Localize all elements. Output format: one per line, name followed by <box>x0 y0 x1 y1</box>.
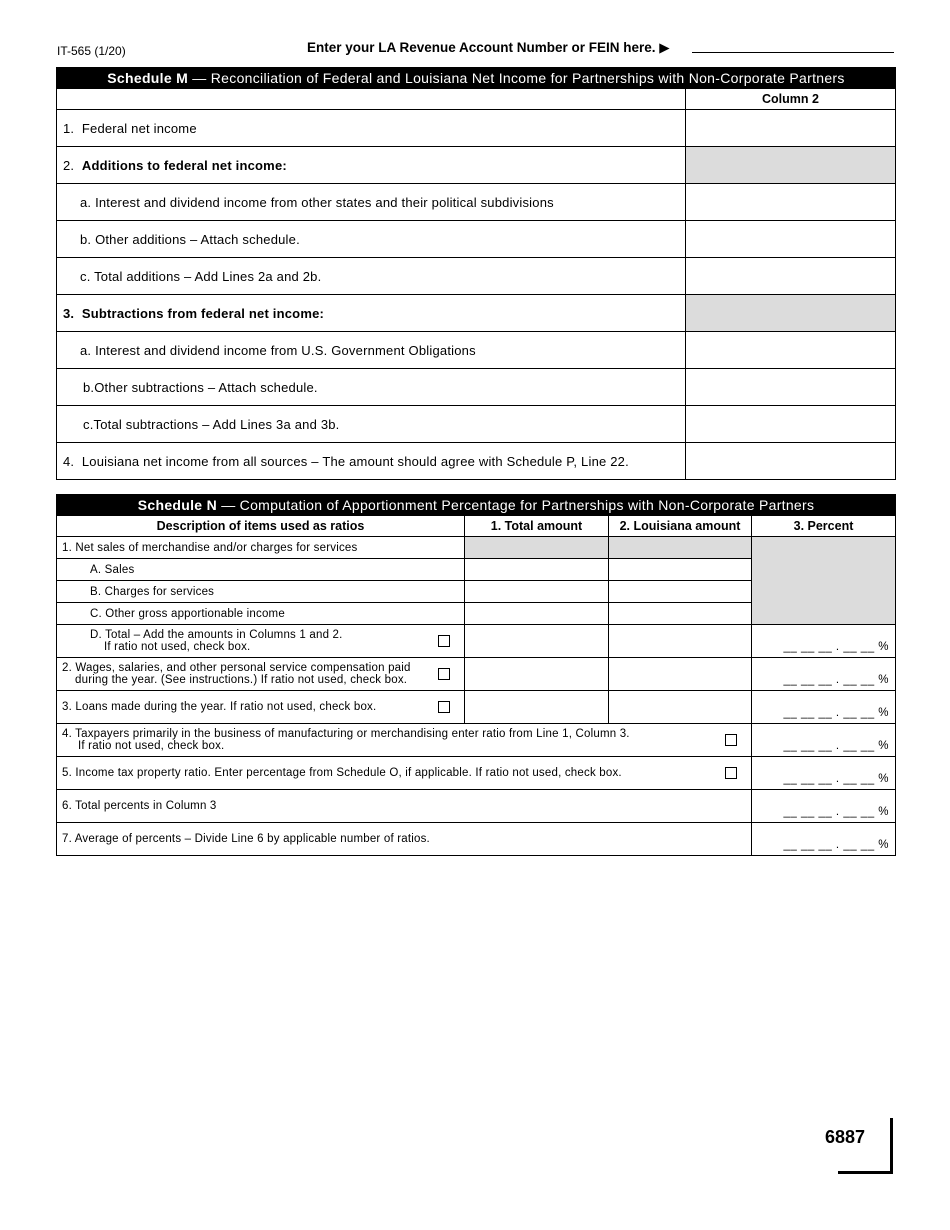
line-3-percent-field[interactable]: __ __ __ . __ __ % <box>752 691 896 724</box>
schedule-m-line-3: 3. Subtractions from federal net income: <box>57 295 896 332</box>
shaded-cell <box>686 295 896 332</box>
schedule-n-line-2: 2. Wages, salaries, and other personal service compensation paid during the year. (See instructions.) If ratio not used, check box. __ __ __ . __ __ % <box>57 658 896 691</box>
schedule-m-line-3c: c.Total subtractions – Add Lines 3a and 3b. <box>57 406 896 443</box>
line-2-louisiana-field[interactable] <box>609 658 752 691</box>
line-1d-louisiana-field[interactable] <box>609 625 752 658</box>
column-2-header: Column 2 <box>686 89 896 110</box>
column-header-description: Description of items used as ratios <box>57 516 465 537</box>
schedule-n-line-3: 3. Loans made during the year. If ratio not used, check box. __ __ __ . __ __ % <box>57 691 896 724</box>
fein-input-line[interactable] <box>692 52 894 53</box>
ratio-not-used-checkbox[interactable] <box>438 635 450 647</box>
schedule-n-table <box>56 494 896 856</box>
line-4-percent-field[interactable]: __ __ __ . __ __ % <box>752 724 896 757</box>
schedule-n-line-1d: D. Total – Add the amounts in Columns 1 and 2. If ratio not used, check box. __ __ __ . __ __ % <box>57 625 896 658</box>
line-1d-percent-field[interactable]: __ __ __ . __ __ % <box>752 625 896 658</box>
schedule-m-line-2: 2. Additions to federal net income: <box>57 147 896 184</box>
line-3c-amount-field[interactable] <box>686 406 896 443</box>
column-header-percent: 3. Percent <box>752 516 896 537</box>
corner-mark <box>890 1118 893 1174</box>
line-7-percent-field[interactable]: __ __ __ . __ __ % <box>752 823 896 856</box>
shaded-cell <box>465 537 609 559</box>
shaded-cell <box>609 537 752 559</box>
ratio-not-used-checkbox[interactable] <box>725 734 737 746</box>
schedule-n-title: Schedule N — Computation of Apportionment Percentage for Partnerships with Non-Corporate Partners <box>57 495 896 516</box>
line-3a-amount-field[interactable] <box>686 332 896 369</box>
schedule-m-line-2b: b. Other additions – Attach schedule. <box>57 221 896 258</box>
page-number: 6887 <box>825 1127 866 1147</box>
schedule-m-table <box>56 67 896 480</box>
schedule-n-line-7: 7. Average of percents – Divide Line 6 by applicable number of ratios. __ __ __ . __ __ % <box>57 823 896 856</box>
line-5-percent-field[interactable]: __ __ __ . __ __ % <box>752 757 896 790</box>
schedule-n-line-1a: A. Sales <box>57 559 896 581</box>
line-1c-louisiana-field[interactable] <box>609 603 752 625</box>
schedule-n-line-6: 6. Total percents in Column 3 __ __ __ . __ __ % <box>57 790 896 823</box>
line-1b-total-field[interactable] <box>465 581 609 603</box>
schedule-m-line-4: 4. Louisiana net income from all sources – The amount should agree with Schedule P, Line 22. <box>57 443 896 480</box>
schedule-n-line-1b: B. Charges for services <box>57 581 896 603</box>
corner-mark <box>838 1171 893 1174</box>
schedule-m-line-2a: a. Interest and dividend income from other states and their political subdivisions <box>57 184 896 221</box>
schedule-m-line-3a: a. Interest and dividend income from U.S. Government Obligations <box>57 332 896 369</box>
line-2a-amount-field[interactable] <box>686 184 896 221</box>
schedule-m-line-2c: c. Total additions – Add Lines 2a and 2b. <box>57 258 896 295</box>
schedule-m-title: Schedule M — Reconciliation of Federal and Louisiana Net Income for Partnerships with Non-Corporate Partners <box>57 68 896 89</box>
line-1a-total-field[interactable] <box>465 559 609 581</box>
schedule-m-line-3b: b.Other subtractions – Attach schedule. <box>57 369 896 406</box>
line-2-percent-field[interactable]: __ __ __ . __ __ % <box>752 658 896 691</box>
schedule-n-line-5: 5. Income tax property ratio. Enter percentage from Schedule O, if applicable. If ratio not used, check box. __ __ __ . __ __ % <box>57 757 896 790</box>
line-2-total-field[interactable] <box>465 658 609 691</box>
line-1b-louisiana-field[interactable] <box>609 581 752 603</box>
line-2b-amount-field[interactable] <box>686 221 896 258</box>
ratio-not-used-checkbox[interactable] <box>438 668 450 680</box>
line-3b-amount-field[interactable] <box>686 369 896 406</box>
form-id: IT-565 (1/20) <box>57 44 126 58</box>
schedule-n-line-4: 4. Taxpayers primarily in the business of manufacturing or merchandising enter ratio from Line 1, Column 3. If ratio not used, check box. __ __ __ . __ __ % <box>57 724 896 757</box>
column-header-total: 1. Total amount <box>465 516 609 537</box>
line-2c-amount-field[interactable] <box>686 258 896 295</box>
column-header-louisiana: 2. Louisiana amount <box>609 516 752 537</box>
schedule-n-line-1: 1. Net sales of merchandise and/or charges for services <box>57 537 896 559</box>
line-6-percent-field[interactable]: __ __ __ . __ __ % <box>752 790 896 823</box>
line-1d-total-field[interactable] <box>465 625 609 658</box>
schedule-n-line-1c: C. Other gross apportionable income <box>57 603 896 625</box>
line-3-louisiana-field[interactable] <box>609 691 752 724</box>
line-3-total-field[interactable] <box>465 691 609 724</box>
shaded-cell <box>752 537 896 625</box>
shaded-cell <box>686 147 896 184</box>
ratio-not-used-checkbox[interactable] <box>725 767 737 779</box>
line-1c-total-field[interactable] <box>465 603 609 625</box>
line-4-amount-field[interactable] <box>686 443 896 480</box>
ratio-not-used-checkbox[interactable] <box>438 701 450 713</box>
schedule-m-line-1: 1. Federal net income <box>57 110 896 147</box>
line-1-amount-field[interactable] <box>686 110 896 147</box>
fein-label: Enter your LA Revenue Account Number or FEIN here. ▶ <box>307 40 670 55</box>
line-1a-louisiana-field[interactable] <box>609 559 752 581</box>
